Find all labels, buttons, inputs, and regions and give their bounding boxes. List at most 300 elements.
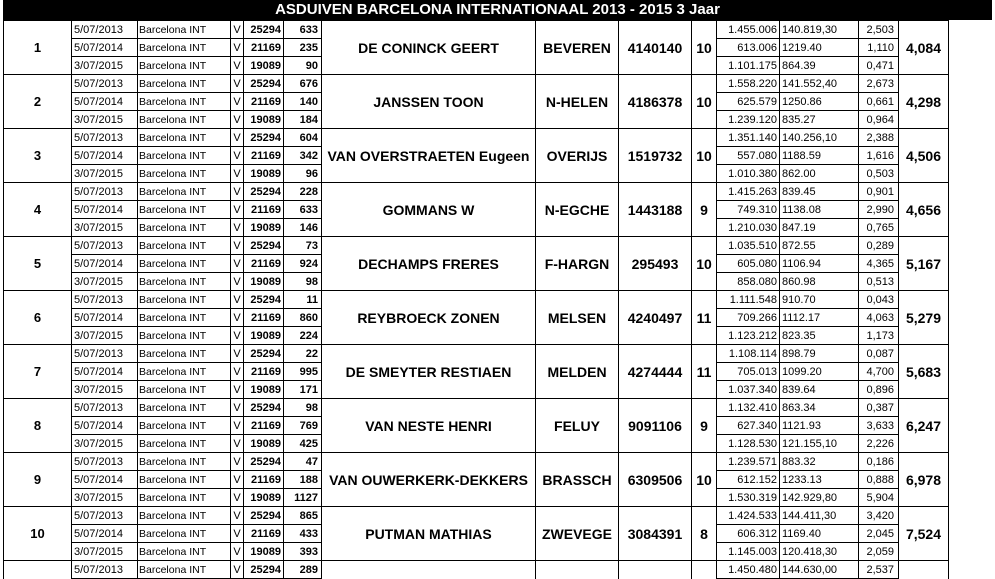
fancier-name-cell: PUTMAN MATHIAS [322,507,536,561]
date-cell: 3/07/2015 [72,111,138,129]
entrants-cell: 25294 [244,561,284,579]
speed-cell: 1138.08 [780,201,859,219]
position-cell: 676 [284,75,322,93]
distance-cell: 1.415.263 [717,183,780,201]
date-cell: 5/07/2013 [72,237,138,255]
pigeon-count-cell: 8 [692,507,717,561]
race-cell: Barcelona INT [138,75,231,93]
page-title: ASDUIVEN BARCELONA INTERNATIONAAL 2013 - 2015 3 Jaar [3,0,992,20]
race-cell: Barcelona INT [138,399,231,417]
pigeon-count-cell: 9 [692,399,717,453]
entrants-cell: 21169 [244,525,284,543]
entrants-cell: 19089 [244,381,284,399]
town-cell: OVERIJS [536,129,619,183]
position-cell: 47 [284,453,322,471]
entrants-cell: 21169 [244,39,284,57]
race-cell: Barcelona INT [138,201,231,219]
distance-cell: 1.101.175 [717,57,780,75]
entrants-cell: 25294 [244,291,284,309]
distance-cell: 1.132.410 [717,399,780,417]
date-cell: 3/07/2015 [72,381,138,399]
speed-cell: 144.411,30 [780,507,859,525]
license-number-cell: 4240497 [619,291,692,345]
category-cell: V [231,57,244,75]
distance-cell: 1.123.212 [717,327,780,345]
date-cell: 5/07/2013 [72,183,138,201]
date-cell: 5/07/2014 [72,471,138,489]
speed-cell: 140.819,30 [780,21,859,39]
speed-cell: 864.39 [780,57,859,75]
coefficient-cell: 0,289 [859,237,899,255]
coefficient-cell: 0,043 [859,291,899,309]
speed-cell: 860.98 [780,273,859,291]
entrants-cell: 21169 [244,255,284,273]
date-cell: 5/07/2013 [72,453,138,471]
position-cell: 171 [284,381,322,399]
category-cell: V [231,39,244,57]
category-cell: V [231,327,244,345]
pigeon-count-cell: 11 [692,291,717,345]
entrants-cell: 25294 [244,345,284,363]
speed-cell: 835.27 [780,111,859,129]
fancier-name-cell: VAN OUWERKERK-DEKKERS [322,453,536,507]
date-cell: 5/07/2013 [72,129,138,147]
distance-cell: 1.558.220 [717,75,780,93]
position-cell: 224 [284,327,322,345]
total-coefficient-cell: 4,656 [899,183,949,237]
date-cell: 5/07/2014 [72,93,138,111]
coefficient-cell: 5,904 [859,489,899,507]
distance-cell: 613.006 [717,39,780,57]
distance-cell: 1.108.114 [717,345,780,363]
total-coefficient-cell: 5,279 [899,291,949,345]
entrants-cell: 25294 [244,399,284,417]
entrants-cell: 25294 [244,129,284,147]
town-cell: MELDEN [536,345,619,399]
total-coefficient-cell: 6,978 [899,453,949,507]
fancier-name-cell: VAN OVERSTRAETEN Eugeen [322,129,536,183]
category-cell: V [231,525,244,543]
race-cell: Barcelona INT [138,471,231,489]
distance-cell: 858.080 [717,273,780,291]
total-coefficient-cell: 4,298 [899,75,949,129]
distance-cell: 606.312 [717,525,780,543]
fancier-name-cell: GOMMANS W [322,183,536,237]
distance-cell: 1.351.140 [717,129,780,147]
distance-cell: 749.310 [717,201,780,219]
date-cell: 5/07/2014 [72,525,138,543]
date-cell: 5/07/2014 [72,309,138,327]
license-number-cell: 4140140 [619,21,692,75]
license-number-cell: 4274444 [619,345,692,399]
race-cell: Barcelona INT [138,129,231,147]
entrants-cell: 21169 [244,93,284,111]
rank-cell: 3 [4,129,72,183]
position-cell: 73 [284,237,322,255]
table-row [4,561,949,579]
distance-cell: 627.340 [717,417,780,435]
date-cell: 5/07/2014 [72,39,138,57]
entrants-cell: 21169 [244,417,284,435]
distance-cell: 1.424.533 [717,507,780,525]
category-cell: V [231,453,244,471]
pigeon-count-cell: 10 [692,129,717,183]
race-cell: Barcelona INT [138,39,231,57]
entrants-cell: 25294 [244,453,284,471]
position-cell: 425 [284,435,322,453]
town-cell: N-EGCHE [536,183,619,237]
entrants-cell: 19089 [244,435,284,453]
race-cell: Barcelona INT [138,327,231,345]
total-coefficient-cell [899,561,949,579]
distance-cell: 625.579 [717,93,780,111]
fancier-name-cell: JANSSEN TOON [322,75,536,129]
speed-cell: 839.64 [780,381,859,399]
license-number-cell: 1519732 [619,129,692,183]
total-coefficient-cell: 6,247 [899,399,949,453]
speed-cell: 1219.40 [780,39,859,57]
coefficient-cell: 4,700 [859,363,899,381]
date-cell: 5/07/2013 [72,21,138,39]
entrants-cell: 25294 [244,507,284,525]
position-cell: 90 [284,57,322,75]
license-number-cell: 1443188 [619,183,692,237]
speed-cell: 142.929,80 [780,489,859,507]
coefficient-cell: 3,420 [859,507,899,525]
pigeon-count-cell: 10 [692,453,717,507]
race-cell: Barcelona INT [138,435,231,453]
category-cell: V [231,435,244,453]
entrants-cell: 21169 [244,147,284,165]
race-cell: Barcelona INT [138,183,231,201]
coefficient-cell: 4,063 [859,309,899,327]
race-cell: Barcelona INT [138,255,231,273]
race-cell: Barcelona INT [138,111,231,129]
rank-cell: 7 [4,345,72,399]
category-cell: V [231,93,244,111]
rank-cell: 5 [4,237,72,291]
distance-cell: 709.266 [717,309,780,327]
table-row [4,129,949,147]
position-cell: 769 [284,417,322,435]
coefficient-cell: 0,896 [859,381,899,399]
category-cell: V [231,417,244,435]
category-cell: V [231,21,244,39]
date-cell: 3/07/2015 [72,435,138,453]
position-cell: 604 [284,129,322,147]
speed-cell: 839.45 [780,183,859,201]
total-coefficient-cell: 5,167 [899,237,949,291]
race-cell: Barcelona INT [138,525,231,543]
position-cell: 865 [284,507,322,525]
coefficient-cell: 0,503 [859,165,899,183]
total-coefficient-cell: 5,683 [899,345,949,399]
entrants-cell: 25294 [244,21,284,39]
pigeon-count-cell: 11 [692,345,717,399]
fancier-name-cell [322,561,536,579]
category-cell: V [231,381,244,399]
distance-cell: 557.080 [717,147,780,165]
town-cell: BEVEREN [536,21,619,75]
entrants-cell: 19089 [244,327,284,345]
position-cell: 11 [284,291,322,309]
fancier-name-cell: VAN NESTE HENRI [322,399,536,453]
fancier-name-cell: DECHAMPS FRERES [322,237,536,291]
coefficient-cell: 1,616 [859,147,899,165]
date-cell: 3/07/2015 [72,273,138,291]
entrants-cell: 19089 [244,219,284,237]
category-cell: V [231,111,244,129]
coefficient-cell: 0,471 [859,57,899,75]
speed-cell: 1188.59 [780,147,859,165]
town-cell [536,561,619,579]
coefficient-cell: 2,537 [859,561,899,579]
entrants-cell: 21169 [244,363,284,381]
pigeon-count-cell: 9 [692,183,717,237]
position-cell: 1127 [284,489,322,507]
category-cell: V [231,165,244,183]
category-cell: V [231,561,244,579]
position-cell: 342 [284,147,322,165]
race-cell: Barcelona INT [138,381,231,399]
entrants-cell: 21169 [244,471,284,489]
date-cell: 5/07/2013 [72,561,138,579]
entrants-cell: 25294 [244,183,284,201]
speed-cell: 898.79 [780,345,859,363]
rank-cell: 2 [4,75,72,129]
date-cell: 3/07/2015 [72,57,138,75]
coefficient-cell: 0,387 [859,399,899,417]
distance-cell: 1.210.030 [717,219,780,237]
table-row [4,291,949,309]
coefficient-cell: 0,765 [859,219,899,237]
license-number-cell: 4186378 [619,75,692,129]
category-cell: V [231,363,244,381]
date-cell: 5/07/2013 [72,75,138,93]
position-cell: 98 [284,273,322,291]
position-cell: 188 [284,471,322,489]
speed-cell: 847.19 [780,219,859,237]
table-row [4,75,949,93]
category-cell: V [231,507,244,525]
coefficient-cell: 2,388 [859,129,899,147]
race-cell: Barcelona INT [138,489,231,507]
distance-cell: 1.010.380 [717,165,780,183]
speed-cell: 862.00 [780,165,859,183]
category-cell: V [231,255,244,273]
distance-cell: 1.037.340 [717,381,780,399]
coefficient-cell: 0,661 [859,93,899,111]
total-coefficient-cell: 4,084 [899,21,949,75]
race-cell: Barcelona INT [138,237,231,255]
coefficient-cell: 3,633 [859,417,899,435]
results-table [3,20,949,579]
speed-cell: 120.418,30 [780,543,859,561]
speed-cell: 121.155,10 [780,435,859,453]
category-cell: V [231,183,244,201]
distance-cell: 1.035.510 [717,237,780,255]
town-cell: ZWEVEGE [536,507,619,561]
entrants-cell: 19089 [244,543,284,561]
date-cell: 5/07/2013 [72,399,138,417]
position-cell: 184 [284,111,322,129]
speed-cell: 1121.93 [780,417,859,435]
position-cell: 235 [284,39,322,57]
speed-cell: 863.34 [780,399,859,417]
race-cell: Barcelona INT [138,21,231,39]
speed-cell: 872.55 [780,237,859,255]
date-cell: 5/07/2013 [72,291,138,309]
rank-cell: 9 [4,453,72,507]
race-cell: Barcelona INT [138,507,231,525]
category-cell: V [231,75,244,93]
distance-cell: 1.128.530 [717,435,780,453]
total-coefficient-cell: 7,524 [899,507,949,561]
distance-cell: 705.013 [717,363,780,381]
race-cell: Barcelona INT [138,147,231,165]
date-cell: 5/07/2013 [72,507,138,525]
coefficient-cell: 0,186 [859,453,899,471]
speed-cell: 1099.20 [780,363,859,381]
rank-cell [4,561,72,579]
date-cell: 5/07/2014 [72,363,138,381]
coefficient-cell: 2,226 [859,435,899,453]
race-cell: Barcelona INT [138,363,231,381]
date-cell: 3/07/2015 [72,327,138,345]
race-cell: Barcelona INT [138,273,231,291]
entrants-cell: 19089 [244,273,284,291]
date-cell: 3/07/2015 [72,219,138,237]
table-row [4,507,949,525]
speed-cell: 1233.13 [780,471,859,489]
position-cell: 433 [284,525,322,543]
speed-cell: 910.70 [780,291,859,309]
speed-cell: 1169.40 [780,525,859,543]
date-cell: 5/07/2013 [72,345,138,363]
license-number-cell: 3084391 [619,507,692,561]
pigeon-count-cell [692,561,717,579]
distance-cell: 605.080 [717,255,780,273]
fancier-name-cell: DE CONINCK GEERT [322,21,536,75]
category-cell: V [231,543,244,561]
table-row [4,453,949,471]
position-cell: 633 [284,201,322,219]
race-cell: Barcelona INT [138,453,231,471]
race-cell: Barcelona INT [138,219,231,237]
category-cell: V [231,309,244,327]
entrants-cell: 19089 [244,489,284,507]
table-row [4,237,949,255]
entrants-cell: 19089 [244,57,284,75]
position-cell: 860 [284,309,322,327]
entrants-cell: 21169 [244,309,284,327]
position-cell: 96 [284,165,322,183]
date-cell: 3/07/2015 [72,165,138,183]
table-row [4,21,949,39]
speed-cell: 141.552,40 [780,75,859,93]
pigeon-count-cell: 10 [692,21,717,75]
race-cell: Barcelona INT [138,309,231,327]
coefficient-cell: 0,513 [859,273,899,291]
distance-cell: 1.145.003 [717,543,780,561]
coefficient-cell: 1,173 [859,327,899,345]
position-cell: 228 [284,183,322,201]
town-cell: MELSEN [536,291,619,345]
speed-cell: 883.32 [780,453,859,471]
category-cell: V [231,471,244,489]
distance-cell: 612.152 [717,471,780,489]
category-cell: V [231,129,244,147]
position-cell: 924 [284,255,322,273]
distance-cell: 1.239.120 [717,111,780,129]
town-cell: FELUY [536,399,619,453]
entrants-cell: 21169 [244,201,284,219]
distance-cell: 1.239.571 [717,453,780,471]
category-cell: V [231,237,244,255]
race-cell: Barcelona INT [138,165,231,183]
town-cell: BRASSCH [536,453,619,507]
race-cell: Barcelona INT [138,93,231,111]
license-number-cell [619,561,692,579]
coefficient-cell: 2,059 [859,543,899,561]
position-cell: 98 [284,399,322,417]
total-coefficient-cell: 4,506 [899,129,949,183]
category-cell: V [231,345,244,363]
town-cell: N-HELEN [536,75,619,129]
table-row [4,345,949,363]
rank-cell: 8 [4,399,72,453]
position-cell: 633 [284,21,322,39]
position-cell: 995 [284,363,322,381]
rank-cell: 6 [4,291,72,345]
rank-cell: 1 [4,21,72,75]
fancier-name-cell: DE SMEYTER RESTIAEN [322,345,536,399]
race-cell: Barcelona INT [138,291,231,309]
pigeon-count-cell: 10 [692,75,717,129]
distance-cell: 1.530.319 [717,489,780,507]
distance-cell: 1.111.548 [717,291,780,309]
race-cell: Barcelona INT [138,345,231,363]
license-number-cell: 6309506 [619,453,692,507]
coefficient-cell: 1,110 [859,39,899,57]
category-cell: V [231,219,244,237]
race-cell: Barcelona INT [138,561,231,579]
category-cell: V [231,201,244,219]
entrants-cell: 19089 [244,165,284,183]
category-cell: V [231,399,244,417]
entrants-cell: 19089 [244,111,284,129]
position-cell: 393 [284,543,322,561]
town-cell: F-HARGN [536,237,619,291]
speed-cell: 1106.94 [780,255,859,273]
coefficient-cell: 2,503 [859,21,899,39]
date-cell: 5/07/2014 [72,201,138,219]
table-row [4,399,949,417]
race-cell: Barcelona INT [138,543,231,561]
category-cell: V [231,273,244,291]
position-cell: 146 [284,219,322,237]
speed-cell: 1250.86 [780,93,859,111]
entrants-cell: 25294 [244,237,284,255]
speed-cell: 140.256,10 [780,129,859,147]
coefficient-cell: 0,087 [859,345,899,363]
license-number-cell: 295493 [619,237,692,291]
license-number-cell: 9091106 [619,399,692,453]
distance-cell: 1.455.006 [717,21,780,39]
coefficient-cell: 2,045 [859,525,899,543]
category-cell: V [231,147,244,165]
position-cell: 289 [284,561,322,579]
